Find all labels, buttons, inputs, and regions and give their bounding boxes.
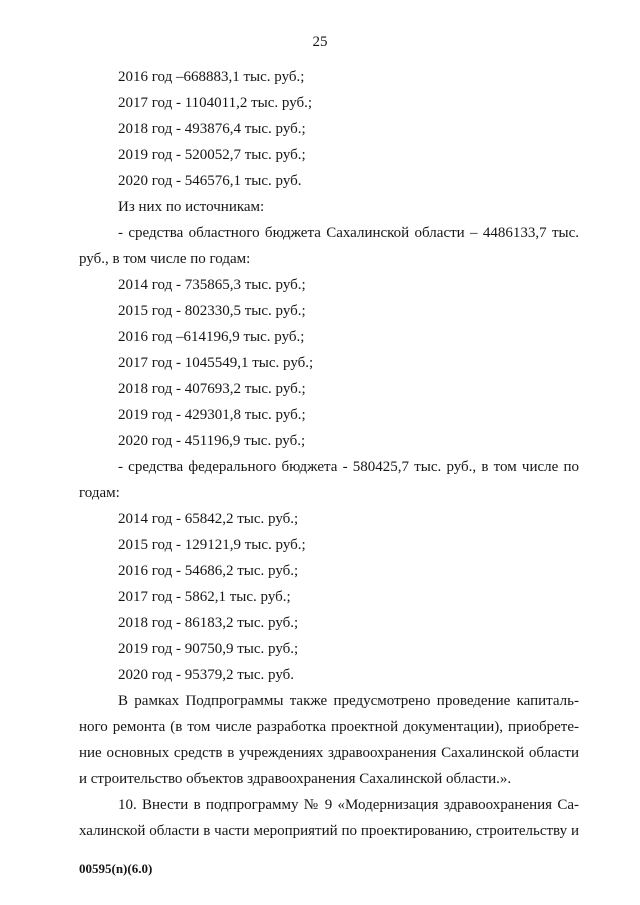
regional-budget-line1: - средства областного бюджета Сахалинской области – 4486133,7 тыс. <box>118 225 579 241</box>
federal-line-2020: 2020 год - 95379,2 тыс. руб. <box>118 667 295 683</box>
funding-line-2018a: 2018 год - 493876,4 тыс. руб.; <box>118 121 306 137</box>
regional-line-2016: 2016 год –614196,9 тыс. руб.; <box>118 329 305 345</box>
regional-line-2020: 2020 год - 451196,9 тыс. руб.; <box>118 433 306 449</box>
federal-line-2019: 2019 год - 90750,9 тыс. руб.; <box>118 641 299 657</box>
page-number: 25 <box>312 34 328 50</box>
funding-line-2019a: 2019 год - 520052,7 тыс. руб.; <box>118 147 306 163</box>
federal-line-2018: 2018 год - 86183,2 тыс. руб.; <box>118 615 299 631</box>
regional-line-2018: 2018 год - 407693,2 тыс. руб.; <box>118 381 306 397</box>
funding-line-2020a: 2020 год - 546576,1 тыс. руб. <box>118 173 302 189</box>
sources-heading: Из них по источникам: <box>118 199 265 215</box>
federal-line-2017: 2017 год - 5862,1 тыс. руб.; <box>118 589 291 605</box>
funding-line-2017a: 2017 год - 1104011,2 тыс. руб.; <box>118 95 313 111</box>
capital-paragraph-line3: ние основных средств в учреждениях здравоохранения Сахалинской области <box>79 745 579 761</box>
regional-line-2017: 2017 год - 1045549,1 тыс. руб.; <box>118 355 314 371</box>
capital-paragraph-line2: ного ремонта (в том числе разработка проектной документации), приобрете- <box>79 719 579 735</box>
federal-line-2014: 2014 год - 65842,2 тыс. руб.; <box>118 511 299 527</box>
footer-document-code: 00595(n)(6.0) <box>79 861 153 876</box>
federal-budget-line1: - средства федерального бюджета - 580425,7 тыс. руб., в том числе по <box>118 459 579 475</box>
regional-budget-line2: руб., в том числе по годам: <box>79 251 251 267</box>
funding-line-2016a: 2016 год –668883,1 тыс. руб.; <box>118 69 305 85</box>
item10-line1: 10. Внести в подпрограмму № 9 «Модернизация здравоохранения Са- <box>118 797 579 813</box>
capital-paragraph-line1: В рамках Подпрограммы также предусмотрено проведение капиталь- <box>118 693 579 709</box>
federal-line-2016: 2016 год - 54686,2 тыс. руб.; <box>118 563 299 579</box>
regional-line-2019: 2019 год - 429301,8 тыс. руб.; <box>118 407 306 423</box>
capital-paragraph-line4: и строительство объектов здравоохранения Сахалинской области.». <box>79 771 512 787</box>
regional-line-2015: 2015 год - 802330,5 тыс. руб.; <box>118 303 306 319</box>
federal-line-2015: 2015 год - 129121,9 тыс. руб.; <box>118 537 306 553</box>
regional-line-2014: 2014 год - 735865,3 тыс. руб.; <box>118 277 306 293</box>
item10-line2: халинской области в части мероприятий по проектированию, строительству и <box>79 823 579 839</box>
federal-budget-line2: годам: <box>79 485 120 501</box>
